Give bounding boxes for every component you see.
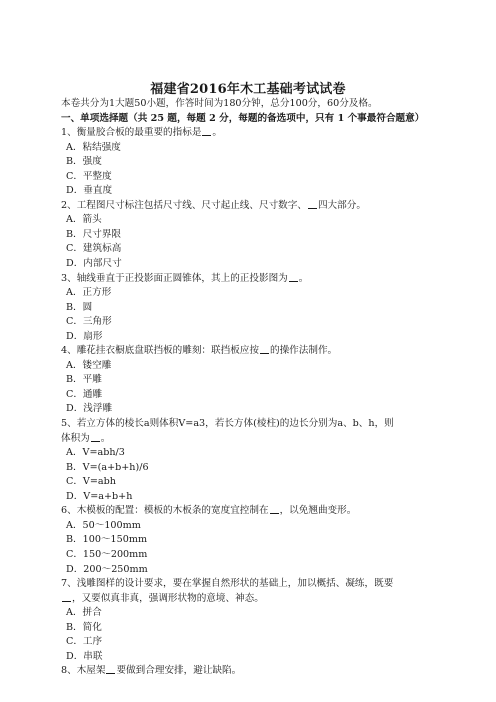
stem-text: 。 [212, 127, 223, 139]
option-c: C．通雕 [66, 388, 103, 400]
option-a: A．V=abh/3 [66, 447, 125, 459]
stem-text: ，又要似真非真，强调形状物的意境、神态。 [72, 592, 264, 604]
option-c: C．建筑标高 [66, 243, 122, 255]
stem-text: ，以免翘曲变形。 [279, 505, 357, 517]
option-d: D．浅浮雕 [66, 403, 113, 415]
answer-blank [260, 344, 269, 354]
stem-text: 。 [298, 272, 309, 284]
option-a: A．粘结强度 [66, 141, 121, 153]
option-a: A．镂空雕 [66, 359, 112, 371]
option-a: A．50～100mm [66, 519, 141, 531]
option-d: D．扇形 [66, 330, 103, 342]
stem-text: 的操作法制作。 [269, 345, 338, 357]
section-heading: 一、单项选择题（共 25 题，每题 2 分，每题的备选项中，只有 1 个事最符合题意） [61, 112, 425, 124]
document-body [61, 97, 439, 679]
option-b: B．简化 [66, 621, 102, 633]
answer-blank [91, 432, 100, 442]
option-b: B．V=(a+b+h)/6 [66, 461, 149, 473]
stem-text: 4、雕花挂衣橱底盘联挡板的雕刻：联挡板应按 [61, 345, 259, 357]
question-2 [61, 199, 439, 272]
option-c: C．150～200mm [66, 548, 148, 560]
exam-intro: 本卷共分为1大题50小题，作答时间为180分钟，总分100分，60分及格。 [61, 98, 378, 109]
question-3 [61, 272, 439, 345]
document-title: 福建省2016年木工基础考试试卷 [150, 82, 346, 97]
answer-blank [106, 664, 115, 674]
question-6 [61, 504, 439, 577]
option-a: A．拼合 [66, 607, 102, 619]
option-d: D．串联 [66, 650, 103, 662]
question-7 [61, 577, 439, 664]
question-1 [61, 126, 439, 199]
option-b: B．圆 [66, 301, 93, 313]
answer-blank [308, 199, 317, 209]
question-stem [61, 344, 439, 359]
option-a: A．箭头 [66, 214, 102, 226]
option-d: D．V=a+b+h [66, 490, 133, 502]
question-stem [61, 664, 439, 679]
stem-text: 四大部分。 [317, 199, 366, 211]
answer-blank [62, 592, 71, 602]
option-c: C．V=abh [66, 476, 116, 488]
answer-blank [270, 504, 279, 514]
option-a: A．正方形 [66, 287, 112, 299]
question-4 [61, 344, 439, 417]
option-d: D．垂直度 [66, 185, 113, 197]
stem-text: 8、木屋架 [61, 665, 106, 677]
option-c: C．平整度 [66, 170, 112, 182]
option-c: C．三角形 [66, 316, 112, 328]
option-b: B．尺寸界限 [66, 228, 122, 240]
stem-text: 3、轴线垂直于正投影面正圆锥体，其上的正投影图为 [61, 272, 288, 284]
option-c: C．工序 [66, 636, 103, 648]
question-stem [61, 199, 439, 214]
option-b: B．平雕 [66, 374, 102, 386]
question-stem [61, 126, 439, 141]
question-stem: 7、浅雕图样的设计要求，要在掌握自然形状的基础上，加以概括、凝练，既要 [61, 578, 394, 590]
stem-text: 2、工程图尺寸标注包括尺寸线、尺寸起止线、尺寸数字、 [61, 199, 307, 211]
question-5 [61, 417, 439, 504]
question-8 [61, 664, 439, 679]
stem-text: 要做到合理安排，避让缺陷。 [116, 665, 242, 677]
stem-text: 体积为 [61, 432, 90, 444]
stem-text: 1、衡量胶合板的最重要的指标是 [61, 127, 202, 139]
question-stem-continued [61, 432, 439, 447]
answer-blank [289, 272, 298, 282]
stem-text: 6、木模板的配置：模板的木板条的宽度宜控制在 [61, 505, 269, 517]
question-stem [61, 504, 439, 519]
option-b: B．强度 [66, 156, 102, 168]
option-d: D．200～250mm [66, 563, 148, 575]
question-stem: 5、若立方体的棱长a则体积V=a3，若长方体(棱柱)的边长分别为a、b、h，则 [61, 418, 394, 430]
stem-text: 。 [100, 432, 111, 444]
question-stem [61, 272, 439, 287]
question-stem-continued [61, 592, 439, 607]
option-b: B．100～150mm [66, 534, 148, 546]
answer-blank [202, 126, 211, 136]
option-d: D．内部尺寸 [66, 258, 122, 270]
